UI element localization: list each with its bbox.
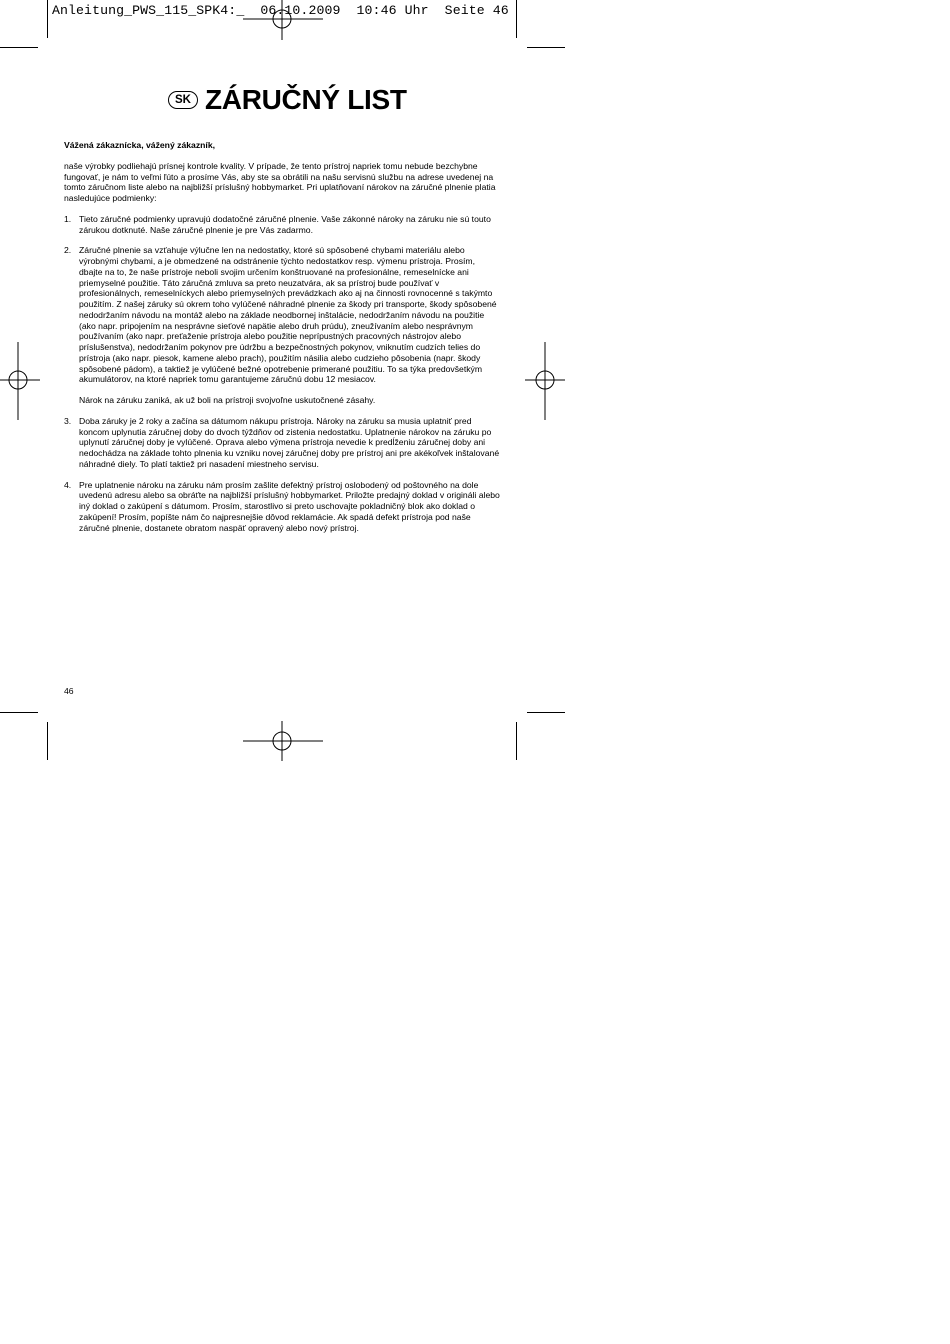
condition-text: Tieto záručné podmienky upravujú dodatočné záručné plnenie. Vaše zákonné nároky na záruku nie sú touto zárukou dotknuté. Naše záručné plnenie je pre Vás zadarmo.: [79, 213, 491, 235]
print-slug-line: Anleitung_PWS_115_SPK4:_ 06.10.2009 10:46 Uhr Seite 46: [52, 3, 509, 18]
page-number: 46: [64, 686, 74, 696]
condition-item: [64, 214, 500, 236]
registration-mark-top: [243, 0, 323, 40]
registration-mark-right: [525, 342, 565, 420]
crop-mark: [0, 47, 38, 48]
condition-item: [64, 480, 500, 534]
warranty-text: [64, 140, 500, 543]
crop-mark: [527, 712, 565, 713]
language-badge: SK: [168, 91, 198, 109]
condition-text: Pre uplatnenie nároku na záruku nám prosím zašlite defektný prístroj oslobodený od poštovného na dole uvedenú adresu alebo sa obráťte na najbližší príslušný hobbymarket. Priložte predajný doklad v origináli alebo iný doklad o zakúpení s dátumom. Prosím, starostlivo si preto uschovajte pokladničný blok ako doklad o zakúpení! Prosím, popíšte nám čo najpresnejšie dôvod reklamácie. Ak spadá defekt prístroja pod naše záručné plnenie, dostanete obratom naspäť opravený alebo nový prístroj.: [79, 479, 500, 533]
condition-item: [64, 416, 500, 470]
crop-mark: [0, 712, 38, 713]
page-header: [168, 84, 407, 116]
crop-mark: [516, 0, 517, 38]
condition-item: [64, 245, 500, 385]
crop-mark: [516, 722, 517, 760]
condition-note: Nárok na záruku zaniká, ak už boli na prístroji svojvoľne uskutočnené zásahy.: [79, 395, 376, 405]
registration-mark-left: [0, 342, 40, 420]
condition-number: 1.: [64, 213, 72, 224]
condition-number: 3.: [64, 415, 72, 426]
crop-mark: [527, 47, 565, 48]
condition-number: 4.: [64, 479, 72, 490]
crop-mark: [47, 0, 48, 38]
condition-text: Záručné plnenie sa vzťahuje výlučne len na nedostatky, ktoré sú spôsobené chybami materiálu alebo výrobnými chybami, a je obmedzené na odstránenie týchto nedostatkov resp. výmenu prístroja. Prosím, dbajte na to, že naše prístroje neboli svojim určením konštruované na profesionálne, remeselnícke ani priemyselné použitie. Táto záručná zmluva sa preto neuzatvára, ak sa prístroj bude používať v profesionálnych, remeselníckych alebo priemyselných prevádzkach ako aj na činnosti rovnocenné s takýmto použitím. Z našej záruky sú okrem toho vylúčené náhradné plnenie za škody pri transporte, škody spôsobené nedodržaním návodu na montáž alebo na základe neodbornej inštalácie, nedodržaním návodu na použitie (ako napr. pripojením na nesprávne sieťové napätie alebo druh prúdu), zneužívaním alebo nesprávnym používaním (ako napr. preťaženie prístroja alebo použitie neprípustných pracovných nástrojov alebo príslušenstva), nedodržaním pokynov pre údržbu a bezpečnostných pokynov, vniknutím cudzích telies do prístroja (ako napr. piesok, kamene alebo prach), použitím násilia alebo cudzieho pôsobenia (napr. škody spôsobené pádom), a taktiež je vylúčené bežné opotrebenie primerané použitiu. To sa týka predovšetkým akumulátorov, na ktoré napriek tomu garantujeme záručnú dobu 12 mesiacov.: [79, 245, 497, 385]
condition-number: 2.: [64, 245, 72, 256]
page-title: ZÁRUČNÝ LIST: [204, 84, 407, 115]
crop-mark: [47, 722, 48, 760]
condition-text: Doba záruky je 2 roky a začína sa dátumom nákupu prístroja. Nároky na záruku sa musia uplatniť pred koncom uplynutia záručnej doby do dvoch týždňov od zistenia nedostatku. Uplatnenie nárokov na záruku po uplynutí záručnej doby je vylúčené. Oprava alebo výmena prístroja nevedie k predĺženiu záručnej doby ani nedochádza na základe tohto plnenia ku vzniku novej záručnej doby pre prístroj ani pre akékoľvek inštalované náhradné diely. To platí taktiež pri nasadení miestneho servisu.: [79, 415, 500, 469]
greeting: Vážená zákaznícka, vážený zákazník,: [64, 140, 216, 150]
intro-paragraph: naše výrobky podliehajú prísnej kontrole kvality. V prípade, že tento prístroj napriek tomu nebude bezchybne fungovať, je nám to veľmi ľúto a prosíme Vás, aby ste sa obrátili na našu servisnú službu na adrese uvedenej na tomto záručnom liste alebo na najbližší príslušný hobbymarket. Pri uplatňovaní nárokov na záručné plnenie platia nasledujúce podmienky:: [64, 160, 496, 203]
registration-mark-bottom: [243, 721, 323, 761]
